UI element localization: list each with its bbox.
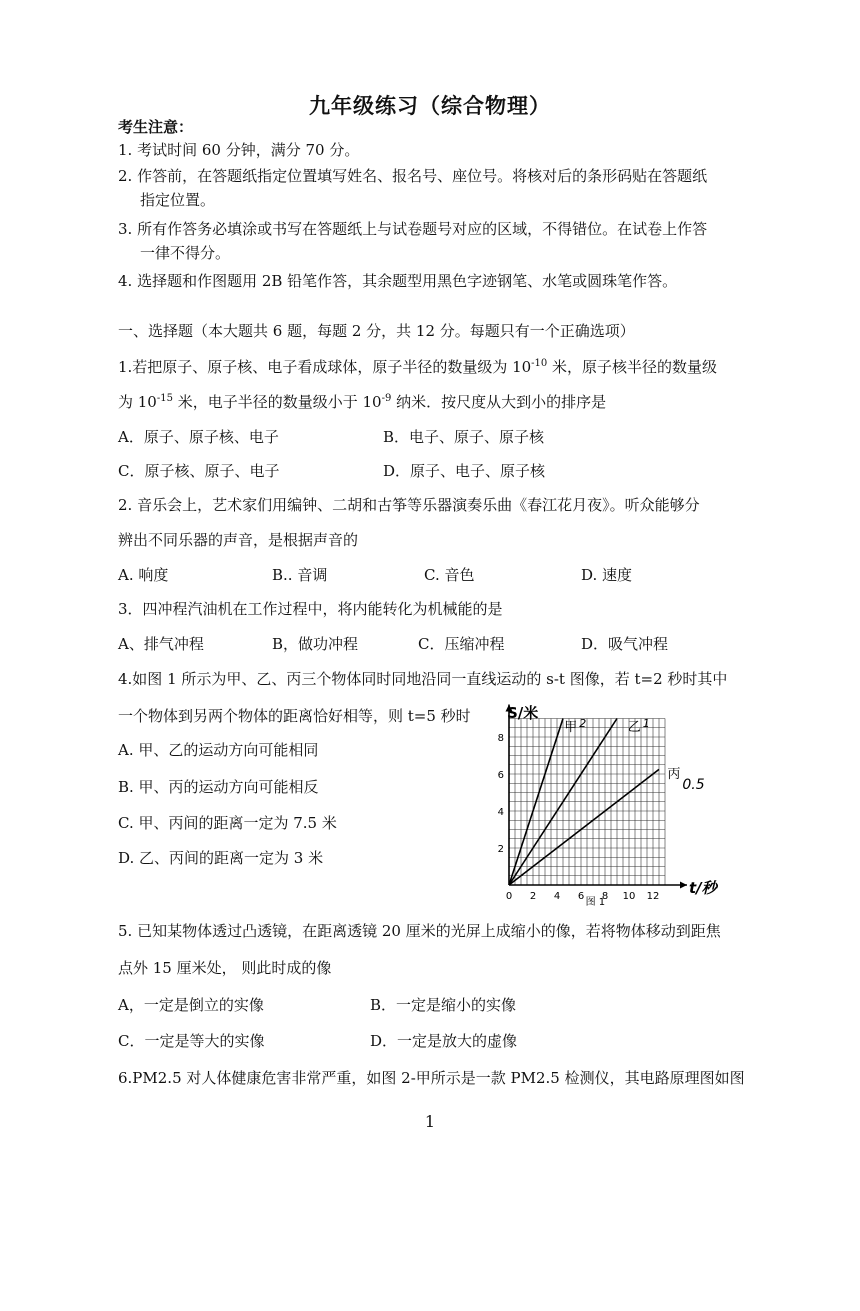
q2-option-a: A. 响度	[118, 566, 169, 584]
q5-option-a: A，一定是倒立的实像	[118, 996, 264, 1014]
q1-line1	[118, 357, 717, 377]
x-tick-label: 6	[577, 891, 585, 902]
q1-line1-exp: -10	[531, 358, 548, 369]
notice-item-2: 2. 作答前，在答题纸指定位置填写姓名、报名号、座位号。将核对后的条形码贴在答题纸	[118, 167, 708, 185]
x-axis-label: t/秒	[689, 879, 717, 897]
y-axis-label: S/米	[507, 704, 539, 722]
series-label: 甲	[564, 720, 578, 735]
x-tick-label: 4	[553, 891, 561, 902]
q1-line2-a: 为 10	[118, 393, 157, 411]
q5-line2: 点外 15 厘米处， 则此时成的像	[118, 959, 332, 977]
q1-line2	[118, 392, 606, 412]
q5-line1: 5. 已知某物体透过凸透镜，在距离透镜 20 厘米的光屏上成缩小的像，若将物体移动到距焦	[118, 922, 721, 940]
figure-caption: 图 1	[585, 897, 606, 908]
q1-option-b: B．电子、原子、原子核	[383, 428, 545, 446]
q2-line1: 2. 音乐会上，艺术家们用编钟、二胡和古筝等乐器演奏乐曲《春江花月夜》。听众能够分	[118, 496, 700, 514]
q2-option-c: C. 音色	[424, 566, 475, 584]
q4-option-a: A. 甲、乙的运动方向可能相同	[118, 741, 319, 759]
q6-line1: 6.PM2.5 对人体健康危害非常严重，如图 2-甲所示是一款 PM2.5 检测仪，其电路原理图如图	[118, 1069, 745, 1087]
x-tick-label: 8	[601, 891, 609, 902]
q3-line1: 3．四冲程汽油机在工作过程中，将内能转化为机械能的是	[118, 600, 503, 618]
q1-option-d: D．原子、电子、原子核	[383, 462, 546, 480]
q4-option-c: C. 甲、丙间的距离一定为 7.5 米	[118, 814, 337, 832]
page-number: 1	[424, 1112, 436, 1131]
series-label: 乙	[627, 720, 641, 735]
q1-line1-b: 米，原子核半径的数量级	[547, 358, 718, 376]
q2-option-b: B.. 音调	[272, 566, 328, 584]
figure-1-grid	[509, 719, 665, 886]
q5-option-b: B．一定是缩小的实像	[370, 996, 517, 1014]
handwritten-note: 1	[642, 717, 650, 730]
q3-option-c: C．压缩冲程	[418, 635, 505, 653]
notice-heading: 考生注意：	[118, 118, 194, 136]
notice-item-4: 4. 选择题和作图题用 2B 铅笔作答，其余题型用黑色字迹钢笔、水笔或圆珠笔作答。	[118, 272, 678, 290]
y-tick-label: 8	[497, 733, 504, 744]
x-axis-arrow	[680, 882, 687, 889]
figure-1-st-graph	[480, 700, 750, 910]
q3-option-d: D．吸气冲程	[581, 635, 669, 653]
x-tick-label: 10	[622, 891, 636, 902]
y-tick-label: 4	[497, 807, 504, 818]
notice-item-2-cont: 指定位置。	[140, 191, 216, 209]
q2-option-d: D. 速度	[581, 566, 633, 584]
q4-line1: 4.如图 1 所示为甲、乙、丙三个物体同时同地沿同一直线运动的 s-t 图像，若 t=2 秒时其中	[118, 670, 728, 688]
series-line-2	[509, 769, 659, 885]
q1-option-c: C．原子核、原子、电子	[118, 462, 280, 480]
y-tick-label: 6	[497, 770, 504, 781]
q3-option-a: A、排气冲程	[118, 635, 204, 653]
notice-item-3: 3. 所有作答务必填涂或书写在答题纸上与试卷题号对应的区域，不得错位。在试卷上作答	[118, 220, 708, 238]
q5-option-c: C．一定是等大的实像	[118, 1032, 265, 1050]
notice-item-1: 1. 考试时间 60 分钟，满分 70 分。	[118, 141, 360, 159]
figure-1-labels	[498, 704, 720, 908]
x-tick-label: 12	[646, 891, 660, 902]
section1-heading: 一、选择题（本大题共 6 题，每题 2 分，共 12 分。每题只有一个正确选项）	[118, 322, 635, 340]
q5-option-d: D．一定是放大的虚像	[370, 1032, 518, 1050]
q1-line1-a: 1.若把原子、原子核、电子看成球体，原子半径的数量级为 10	[118, 358, 532, 376]
handwritten-note: 2	[579, 717, 587, 730]
q1-line2-exp2: -9	[381, 393, 392, 404]
q4-option-d: D. 乙、丙间的距离一定为 3 米	[118, 849, 324, 867]
q3-option-b: B，做功冲程	[272, 635, 359, 653]
x-tick-label: 0	[505, 891, 513, 902]
q4-option-b: B. 甲、丙的运动方向可能相反	[118, 778, 319, 796]
q1-line2-exp1: -15	[156, 393, 173, 404]
q1-line2-b: 米，电子半径的数量级小于 10	[172, 393, 382, 411]
y-tick-label: 2	[497, 844, 504, 855]
q1-line2-c: 纳米．按尺度从大到小的排序是	[391, 393, 607, 411]
series-label: 丙	[667, 767, 681, 782]
exam-title: 九年级练习（综合物理）	[309, 93, 551, 118]
handwritten-note: 0.5	[682, 777, 705, 793]
q1-option-a: A．原子、原子核、电子	[118, 428, 279, 446]
notice-item-3-cont: 一律不得分。	[140, 244, 231, 262]
q2-line2: 辨出不同乐器的声音，是根据声音的	[118, 531, 359, 549]
x-tick-label: 2	[529, 891, 537, 902]
q4-line2: 一个物体到另两个物体的距离恰好相等，则 t=5 秒时	[118, 707, 471, 725]
